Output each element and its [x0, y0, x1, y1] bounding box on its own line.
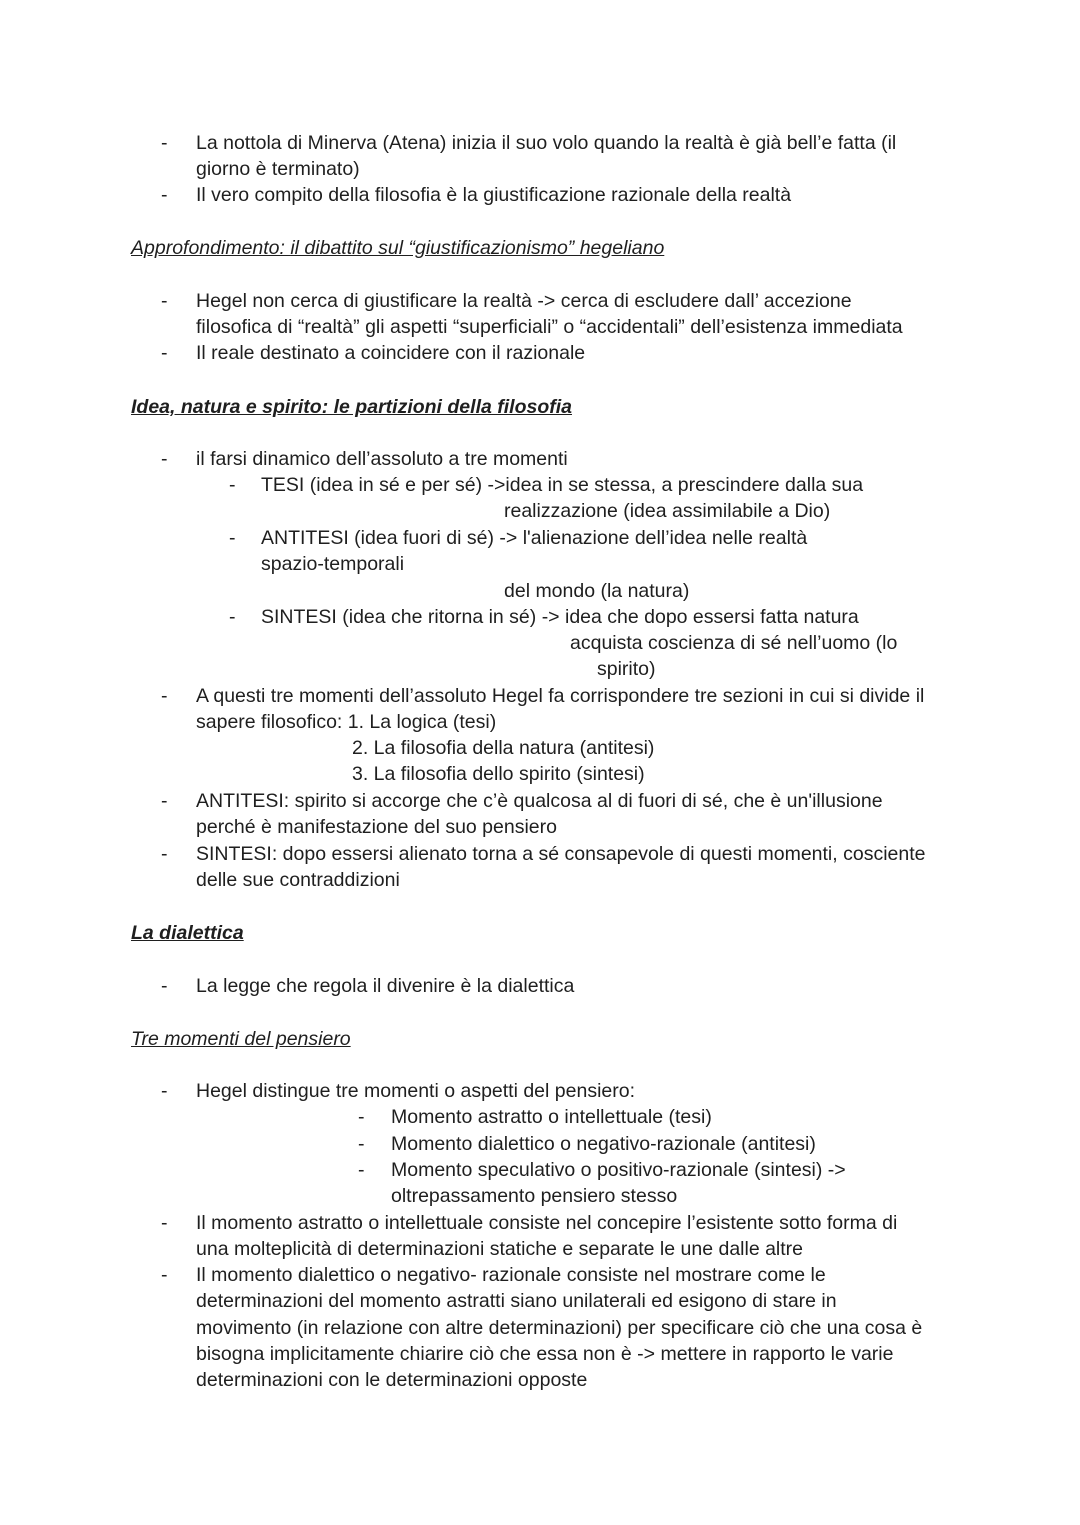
- section-heading-tre-momenti: Tre momenti del pensiero: [131, 1028, 351, 1050]
- bullet-dash: -: [161, 685, 168, 707]
- sub-list-item: Momento dialettico o negativo-razionale (antitesi): [391, 1133, 816, 1155]
- bullet-dash: -: [161, 1080, 168, 1102]
- list-item: Il momento astratto o intellettuale consiste nel concepire l’esistente sotto forma di: [196, 1212, 898, 1234]
- bullet-dash: -: [161, 975, 168, 997]
- list-item: A questi tre momenti dell’assoluto Hegel fa corrispondere tre sezioni in cui si divide il: [196, 685, 925, 707]
- bullet-dash: -: [161, 1264, 168, 1286]
- list-item-continuation: giorno è terminato): [196, 158, 360, 180]
- numbered-item: 3. La filosofia dello spirito (sintesi): [352, 763, 645, 785]
- sub-list-item-tesi: TESI (idea in sé e per sé) ->idea in se stessa, a prescindere dalla sua: [261, 474, 864, 496]
- list-item: Il reale destinato a coincidere con il razionale: [196, 342, 586, 364]
- list-item-continuation: delle sue contraddizioni: [196, 869, 400, 891]
- sub-list-item-sintesi: SINTESI (idea che ritorna in sé) -> idea che dopo essersi fatta natura: [261, 606, 859, 628]
- section-heading-partizioni: Idea, natura e spirito: le partizioni della filosofia: [131, 396, 572, 418]
- numbered-item: 2. La filosofia della natura (antitesi): [352, 737, 655, 759]
- bullet-dash: -: [161, 342, 168, 364]
- list-item-continuation: movimento (in relazione con altre determinazioni) per specificare ciò che una cosa è: [196, 1317, 923, 1339]
- list-item-continuation: realizzazione (idea assimilabile a Dio): [504, 500, 831, 522]
- list-item-continuation: del mondo (la natura): [504, 580, 690, 602]
- list-item: il farsi dinamico dell’assoluto a tre momenti: [196, 448, 568, 470]
- sub-list-item-antitesi: ANTITESI (idea fuori di sé) -> l'alienazione dell’idea nelle realtà: [261, 527, 808, 549]
- list-item: La legge che regola il divenire è la dialettica: [196, 975, 575, 997]
- bullet-dash: -: [161, 843, 168, 865]
- list-item-continuation: spirito): [597, 658, 656, 680]
- list-item: Hegel distingue tre momenti o aspetti del pensiero:: [196, 1080, 635, 1102]
- list-item-continuation: determinazioni con le determinazioni opposte: [196, 1369, 588, 1391]
- bullet-dash: -: [229, 474, 236, 496]
- sub-list-item: Momento astratto o intellettuale (tesi): [391, 1106, 712, 1128]
- list-item-continuation: spazio-temporali: [261, 553, 405, 575]
- bullet-dash: -: [229, 606, 236, 628]
- list-item-continuation: determinazioni del momento astratti siano unilaterali ed esigono di stare in: [196, 1290, 837, 1312]
- list-item: Hegel non cerca di giustificare la realtà -> cerca di escludere dall’ accezione: [196, 290, 852, 312]
- section-heading-dialettica: La dialettica: [131, 922, 244, 944]
- bullet-dash: -: [358, 1106, 365, 1128]
- list-item-continuation: perché è manifestazione del suo pensiero: [196, 816, 557, 838]
- bullet-dash: -: [161, 1212, 168, 1234]
- list-item: SINTESI: dopo essersi alienato torna a sé consapevole di questi momenti, cosciente: [196, 843, 926, 865]
- section-heading-approfondimento: Approfondimento: il dibattito sul “giustificazionismo” hegeliano: [131, 237, 665, 259]
- list-item: ANTITESI: spirito si accorge che c’è qualcosa al di fuori di sé, che è un'illusione: [196, 790, 883, 812]
- bullet-dash: -: [161, 132, 168, 154]
- list-item: Il vero compito della filosofia è la giustificazione razionale della realtà: [196, 184, 792, 206]
- list-item: Il momento dialettico o negativo- razionale consiste nel mostrare come le: [196, 1264, 826, 1286]
- list-item-continuation: filosofica di “realtà” gli aspetti “superficiali” o “accidentali” dell’esistenza immediata: [196, 316, 903, 338]
- bullet-dash: -: [161, 790, 168, 812]
- list-item-continuation: una molteplicità di determinazioni statiche e separate le une dalle altre: [196, 1238, 804, 1260]
- list-item: La nottola di Minerva (Atena) inizia il suo volo quando la realtà è già bell’e fatta (il: [196, 132, 897, 154]
- bullet-dash: -: [358, 1159, 365, 1181]
- sub-list-item: Momento speculativo o positivo-razionale (sintesi) ->: [391, 1159, 846, 1181]
- bullet-dash: -: [358, 1133, 365, 1155]
- list-item-continuation: sapere filosofico: 1. La logica (tesi): [196, 711, 497, 733]
- list-item-continuation: acquista coscienza di sé nell’uomo (lo: [570, 632, 898, 654]
- bullet-dash: -: [229, 527, 236, 549]
- bullet-dash: -: [161, 448, 168, 470]
- list-item-continuation: bisogna implicitamente chiarire ciò che essa non è -> mettere in rapporto le varie: [196, 1343, 894, 1365]
- list-item-continuation: oltrepassamento pensiero stesso: [391, 1185, 678, 1207]
- bullet-dash: -: [161, 290, 168, 312]
- bullet-dash: -: [161, 184, 168, 206]
